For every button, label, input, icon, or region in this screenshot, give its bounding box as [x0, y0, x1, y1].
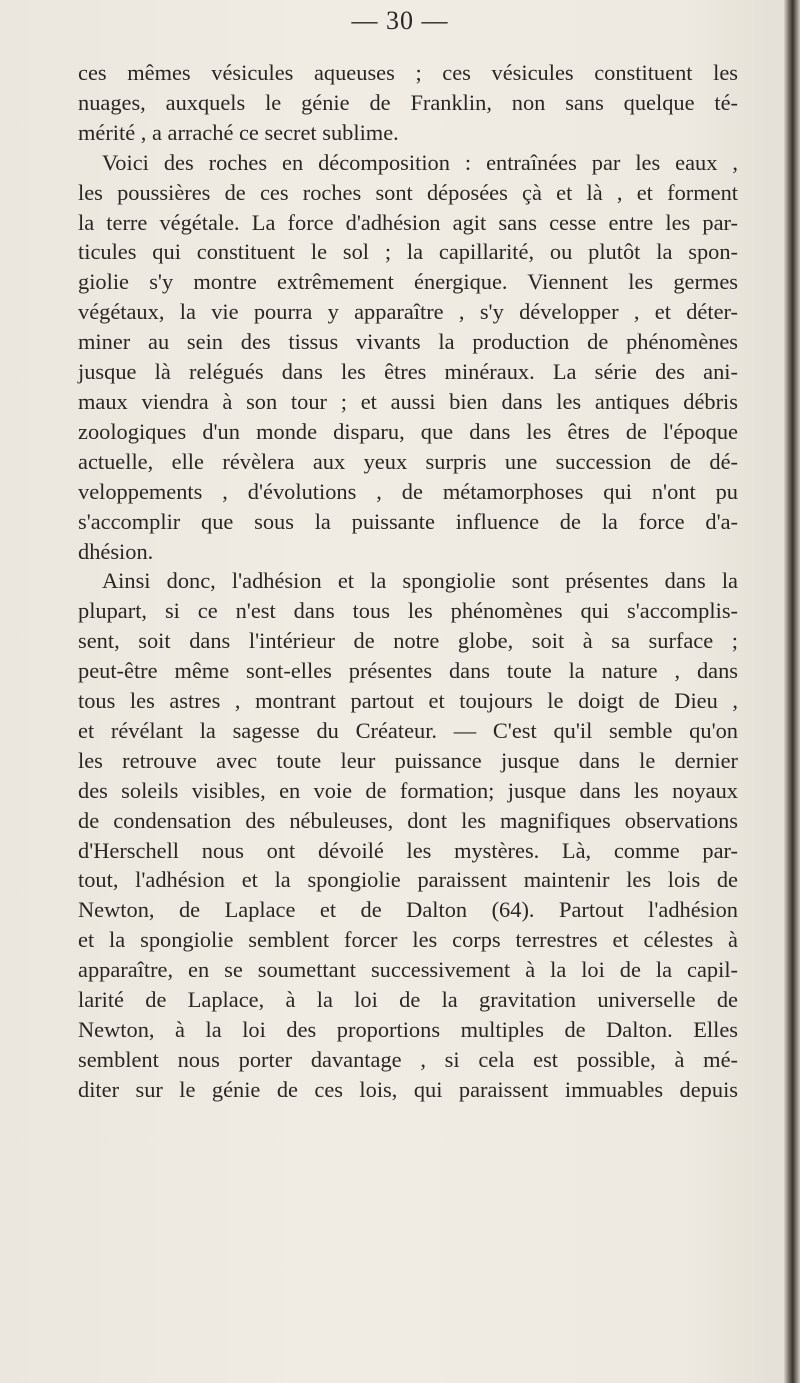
page-edge-shadow — [784, 0, 800, 1383]
text-line: ces mêmes vésicules aqueuses ; ces vésicules constituent les — [78, 60, 738, 85]
text-line: dhésion. — [78, 538, 154, 564]
text-line: mérité , a arraché ce secret sublime. — [78, 119, 399, 145]
page-body — [78, 58, 738, 1105]
text-line: de condensation des nébuleuses, dont les magnifiques observations — [78, 807, 738, 833]
text-line: Newton, à la loi des proportions multiples de Dalton. Elles — [78, 1017, 738, 1042]
text-line: ticules qui constituent le sol ; la capillarité, ou plutôt la spon- — [78, 239, 738, 265]
text-line: jusque là relégués dans les êtres minéraux. La série des ani- — [78, 359, 738, 385]
text-line: végétaux, la vie pourra y apparaître , s'y développer , et déter- — [78, 299, 738, 325]
text-line: giolie s'y montre extrêmement énergique. Viennent les germes — [78, 269, 738, 295]
text-line: maux viendra à son tour ; et aussi bien dans les antiques débris — [78, 388, 738, 414]
paragraph-2 — [78, 148, 738, 567]
text-line: tous les astres , montrant partout et toujours le doigt de Dieu , — [78, 688, 738, 714]
text-line: plupart, si ce n'est dans tous les phénomènes qui s'accomplis- — [78, 598, 738, 624]
paragraph-1 — [78, 58, 738, 148]
text-line: sent, soit dans l'intérieur de notre globe, soit à sa surface ; — [78, 628, 738, 654]
text-line: s'accomplir que sous la puissante influence de la force d'a- — [78, 508, 738, 534]
text-line: diter sur le génie de ces lois, qui paraissent immuables depuis — [78, 1076, 738, 1102]
text-line: tout, l'adhésion et la spongiolie paraissent maintenir les lois de — [78, 867, 738, 893]
text-line: et révélant la sagesse du Créateur. — C'est qu'il semble qu'on — [78, 717, 738, 743]
page-number-header: — 30 — — [351, 6, 449, 35]
text-line: et la spongiolie semblent forcer les corps terrestres et célestes à — [78, 927, 738, 953]
text-line: veloppements , d'évolutions , de métamorphoses qui n'ont pu — [78, 478, 738, 504]
text-line: Newton, de Laplace et de Dalton (64). Partout l'adhésion — [78, 897, 738, 923]
text-line: semblent nous porter davantage , si cela est possible, à mé- — [78, 1046, 738, 1072]
text-line: des soleils visibles, en voie de formation; jusque dans les noyaux — [78, 777, 738, 803]
text-line: nuages, auxquels le génie de Franklin, non sans quelque té- — [78, 89, 738, 115]
text-line: peut-être même sont-elles présentes dans toute la nature , dans — [78, 658, 738, 684]
text-line: les poussières de ces roches sont déposées çà et là , et forment — [78, 179, 738, 205]
text-line: apparaître, en se soumettant successivement à la loi de la capil- — [78, 957, 738, 983]
text-line: la terre végétale. La force d'adhésion agit sans cesse entre les par- — [78, 209, 738, 235]
text-line: Ainsi donc, l'adhésion et la spongiolie sont présentes dans la — [102, 568, 738, 594]
text-line: miner au sein des tissus vivants la production de phénomènes — [78, 329, 738, 355]
text-line: d'Herschell nous ont dévoilé les mystères. Là, comme par- — [78, 837, 738, 863]
paragraph-3 — [78, 566, 738, 1104]
text-line: Voici des roches en décomposition : entraînées par les eaux , — [102, 149, 738, 175]
text-line: actuelle, elle révèlera aux yeux surpris une succession de dé- — [78, 448, 738, 474]
text-line: les retrouve avec toute leur puissance jusque dans le dernier — [78, 747, 738, 773]
text-line: larité de Laplace, à la loi de la gravitation universelle de — [78, 987, 738, 1013]
text-line: zoologiques d'un monde disparu, que dans les êtres de l'époque — [78, 418, 738, 444]
